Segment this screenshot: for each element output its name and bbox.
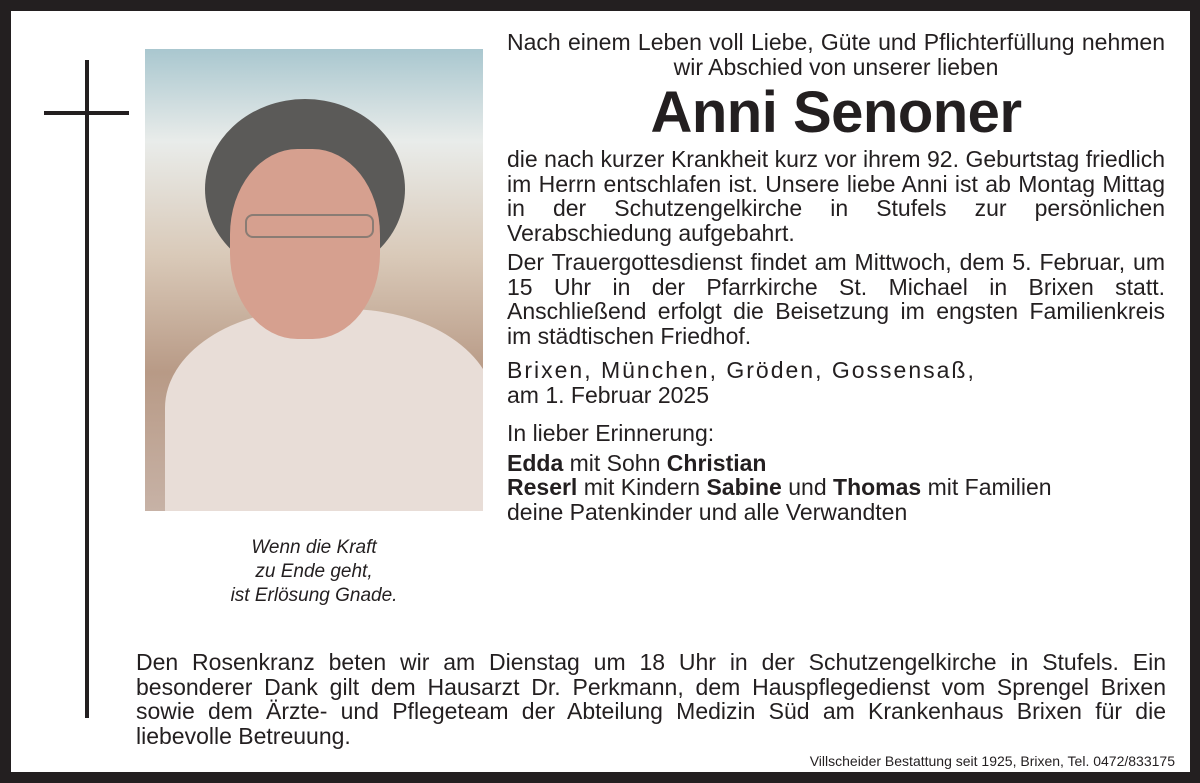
- mourner-line: deine Patenkinder und alle Verwandten: [507, 498, 908, 525]
- cross-icon: [85, 60, 89, 718]
- caption-line: zu Ende geht,: [255, 561, 373, 582]
- caption-quote: [145, 536, 483, 608]
- portrait-photo: [145, 49, 483, 511]
- caption-line: Wenn die Kraft: [251, 537, 377, 558]
- caption-line: ist Erlösung Gnade.: [230, 585, 398, 606]
- main-text: [507, 30, 1165, 524]
- mourner-line: Reserl mit Kindern Sabine und Thomas mit Familien: [507, 474, 1052, 500]
- funeral-home-footer: Villscheider Bestattung seit 1925, Brixen, Tel. 0472/833175: [809, 753, 1175, 769]
- deceased-name: Anni Senoner: [650, 80, 1022, 145]
- mourner-line: Edda mit Sohn Christian: [507, 449, 767, 476]
- closing-text: Den Rosenkranz beten wir am Dienstag um 18 Uhr in der Schutzengelkirche in Stufels. Ein besonderer Dank gilt dem Hausarzt Dr. Perkmann, dem Hauspflegedienst vom Sprengel Brixen sowie dem Ärzte- und Pflegeteam der Abteilung Medizin Süd am Krankenhaus Brixen für die liebevolle Betreuung.: [136, 649, 1166, 749]
- places: Brixen, München, Gröden, Gossensaß,: [507, 357, 976, 383]
- cross-icon-bar: [44, 111, 129, 115]
- intro-text: Nach einem Leben voll Liebe, Güte und Pflichterfüllung nehmen wir Abschied von unserer lieben: [507, 29, 1165, 80]
- paragraph-1: die nach kurzer Krankheit kurz vor ihrem 92. Geburtstag friedlich im Herrn entschlafen ist. Unsere liebe Anni ist ab Montag Mittag in der Schutzengelkirche in Stufels zur persönlichen Verabschiedung aufgebahrt.: [507, 146, 1165, 246]
- date: am 1. Februar 2025: [507, 381, 710, 408]
- paragraph-2: Der Trauergottesdienst findet am Mittwoch, dem 5. Februar, um 15 Uhr in der Pfarrkirche St. Michael in Brixen statt. Anschließend erfolgt die Beisetzung im engsten Familienkreis im städtischen Friedhof.: [507, 249, 1165, 349]
- memory-heading: In lieber Erinnerung:: [507, 420, 715, 446]
